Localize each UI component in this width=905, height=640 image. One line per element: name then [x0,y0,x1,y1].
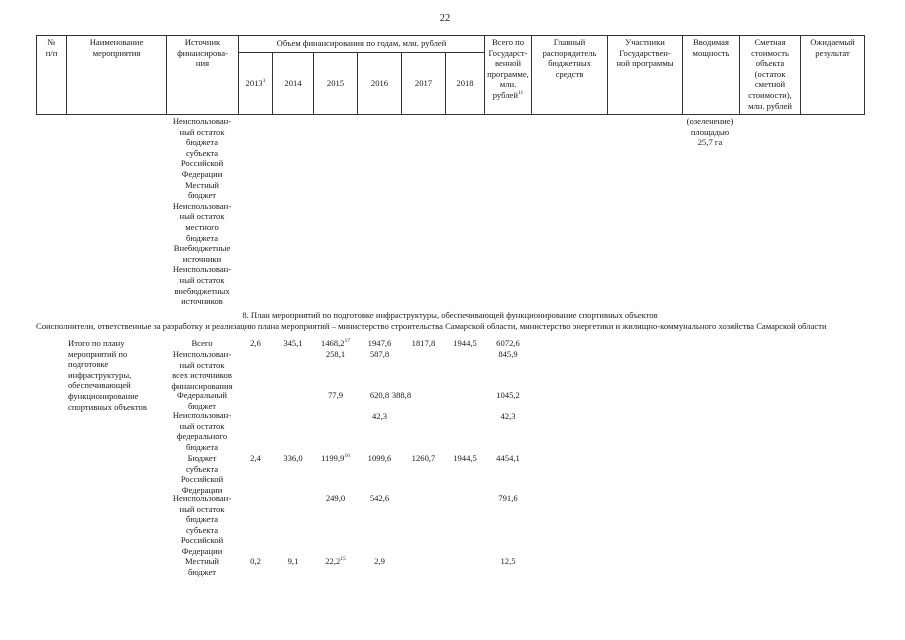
cell-total: 4454,1 [496,453,520,463]
footnote-mark: 16 [344,453,350,460]
section-coexecutors: Соисполнители, ответственные за разработку и реализацию плана мероприятий – министерство строительства Самарской области, министерство энергетики и жилищно-коммунального хозяйства Самарской области [36,321,827,331]
row-source: Неиспользован- ный остаток федерального бюджета [172,410,232,452]
cell-2017: 1817,8 [411,338,436,348]
cell-value: 1468,2 [320,338,345,348]
header-participants: Участники Государствен- ной программы [616,37,674,69]
row-source: Неиспользован- ный остаток бюджета субъекта Российской Федерации [172,493,232,556]
row-source: Неиспользован- ный остаток всех источников финансирования [171,349,233,391]
cell-2013: 2,6 [250,338,261,348]
total-label: Всего по Государст- венной программе, млн. рублей [487,37,529,100]
cell-2014: 336,0 [283,453,303,463]
cell-2015: 77,9 [327,390,344,400]
header-name: Наименование мероприятия [89,37,144,58]
cell-2016: 42,3 [371,411,388,421]
year-label: 2013 [245,78,263,88]
row-source: Всего [191,338,213,348]
continuation-sources: Неиспользован- ный остаток бюджета субъекта Российской Федерации Местный бюджет Неиспользован- ный остаток местного бюджета Внебюджетные источники Неиспользован- ный остаток внебюджетных источников [172,116,232,307]
item-name: Итого по плану мероприятий по подготовке инфраструктуры, обеспечивающей функционирование спортивных объектов [68,338,147,412]
header-expected-result: Ожидаемый результат [810,37,855,58]
cell-total: 6072,6 [496,338,520,348]
cell-2015 [312,338,359,349]
cell-2015: 249,0 [325,493,346,503]
table-right-border [864,35,865,115]
footnote-mark: 17 [344,338,351,345]
cell-2018: 1944,5 [453,453,477,463]
continuation-capacity: (озеленение) площадью 25,7 га [686,116,734,148]
cell-2014: 9,1 [287,556,299,566]
cell-2016: 620,8 [369,390,390,400]
cell-value: 1199,9 [321,453,345,463]
cell-2017: 1260,7 [411,453,436,463]
cell-2016: 2,9 [374,556,385,566]
header-source: Источник финансирова- ния [177,37,228,69]
header-year-2013 [239,78,272,89]
cell-total: 42,3 [500,411,516,421]
header-year-2016: 2016 [370,78,389,88]
header-capacity: Вводимая мощность [692,37,730,58]
footnote-mark: 15 [340,556,346,563]
header-year-2017: 2017 [414,78,433,88]
cell-2013: 2,4 [250,453,261,463]
cell-2018: 1944,5 [453,338,477,348]
year-subheader-line [238,52,484,53]
cell-total: 845,9 [498,349,518,359]
cell-total: 791,6 [498,493,518,503]
header-year-2015: 2015 [326,78,345,88]
row-source: Федеральный бюджет [176,390,228,411]
cell-2016: 1947,6 [367,338,392,348]
cell-2014: 345,1 [283,338,303,348]
cell-2016: 542,6 [369,493,390,503]
header-volume: Объем финансирования по годам, млн. рублей [276,38,447,48]
header-num: № п/п [45,37,58,58]
cell-total: 1045,2 [496,390,520,400]
cell-2016: 1099,6 [367,453,392,463]
cell-value: 22,2 [325,556,341,566]
header-total [485,37,531,101]
header-year-2014: 2014 [284,78,302,88]
page-number: 22 [439,13,451,24]
cell-2013: 0,2 [250,556,261,566]
cell-2015 [312,453,359,464]
row-source: Бюджет субъекта Российской Федерации [180,453,224,495]
cell-2015 [312,556,359,567]
row-source: Местный бюджет [184,556,220,577]
header-estimated-cost: Сметная стоимость объекта (остаток сметной стоимости), млн. рублей [748,37,792,111]
cell-2015: 258,1 [325,349,346,359]
header-chief-manager: Главный распорядитель бюджетных средств [542,37,597,79]
footnote-mark: 1 [262,78,266,85]
cell-2017: 388,8 [391,390,412,400]
section-title: 8. План мероприятий по подготовке инфраструктуры, обеспечивающей функционирование спортивных объектов [242,310,658,320]
cell-2016: 587,8 [369,349,390,359]
cell-total: 12,5 [500,556,516,566]
header-year-2018: 2018 [456,78,474,88]
footnote-mark: 11 [517,90,524,97]
